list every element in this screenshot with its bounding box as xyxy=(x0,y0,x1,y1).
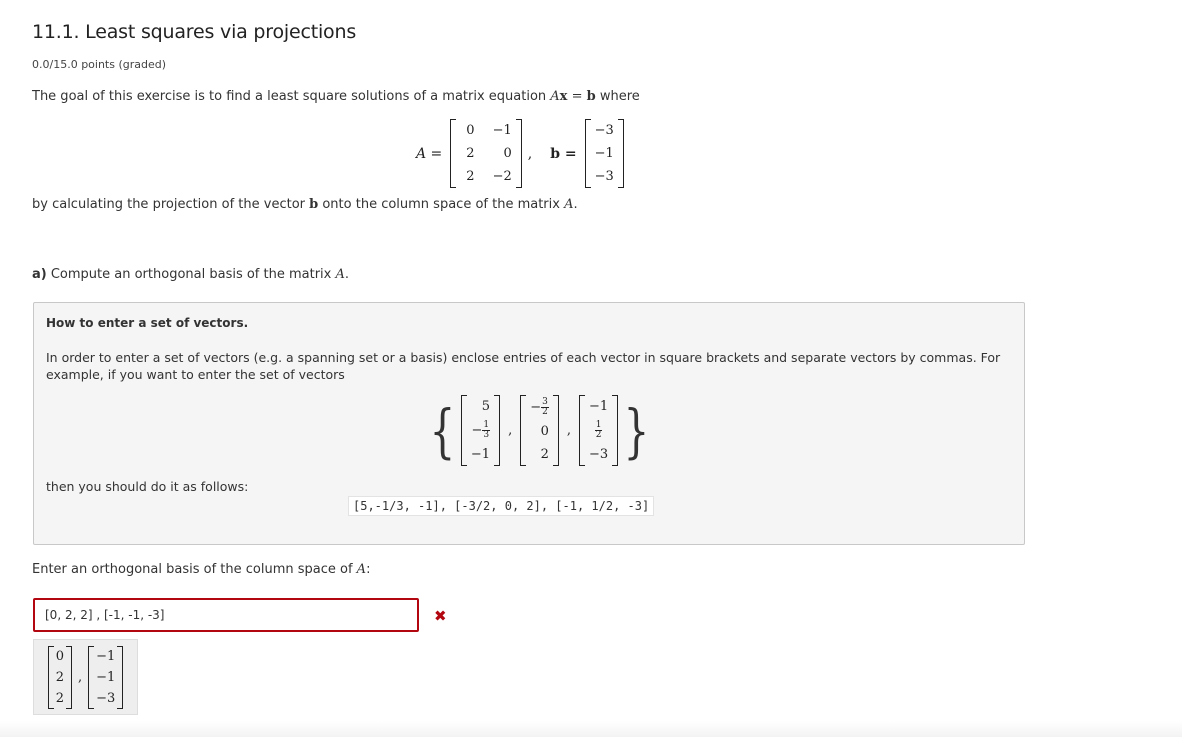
fraction xyxy=(541,398,549,417)
comma: , xyxy=(508,423,513,438)
part-a-text: . xyxy=(344,267,350,282)
vector-cell: −1 xyxy=(589,399,609,414)
vector-cell: −1 xyxy=(594,146,614,161)
vector-cell: 2 xyxy=(540,447,549,462)
fraction xyxy=(595,421,603,440)
vector-cell: 5 xyxy=(481,399,491,414)
example-vector-set xyxy=(424,395,655,466)
help-heading: How to enter a set of vectors. xyxy=(46,316,249,330)
minus-sign: − xyxy=(530,400,542,415)
math-A: A xyxy=(335,267,345,282)
math-A: A xyxy=(564,197,574,212)
vector-cell: −3 xyxy=(594,123,614,138)
matrix-A xyxy=(450,119,521,188)
vector-cell: −3 xyxy=(589,447,609,462)
intro-text-where: where xyxy=(595,89,640,104)
matrix-cell: −1 xyxy=(492,123,512,138)
vector-cell: −1 xyxy=(96,669,116,685)
vector-cell: 0 xyxy=(55,648,64,664)
matrix-A-label: A = xyxy=(416,145,443,162)
then-text: then you should do it as follows: xyxy=(46,479,249,494)
fraction-num: 1 xyxy=(595,420,602,430)
math-A: A xyxy=(550,89,560,104)
vector-b-label: b = xyxy=(550,145,577,162)
fraction-den: 2 xyxy=(542,407,548,417)
example-vector-3 xyxy=(579,395,618,466)
vector-b xyxy=(585,119,624,188)
fraction-num: 1 xyxy=(483,420,490,430)
answer-prompt-text: Enter an orthogonal basis of the column space of xyxy=(32,562,357,577)
fraction-num: 3 xyxy=(542,397,548,407)
footer-shadow xyxy=(0,721,1182,737)
intro-text: The goal of this exercise is to find a least square solutions of a matrix equation xyxy=(32,89,551,104)
vector-cell xyxy=(526,395,553,420)
matrix-cell: 0 xyxy=(503,146,512,161)
math-b: b xyxy=(586,89,596,104)
part-marker: a) xyxy=(32,267,47,282)
preview-vector-1 xyxy=(48,646,72,709)
comma: , xyxy=(77,669,83,685)
math-b: b xyxy=(309,197,319,212)
vector-cell: −1 xyxy=(96,648,116,664)
vector-cell: −3 xyxy=(96,690,116,706)
part-a-text: Compute an orthogonal basis of the matrix xyxy=(46,267,336,282)
intro-line-1 xyxy=(32,89,640,104)
vector-cell: −1 xyxy=(470,447,491,462)
left-brace: { xyxy=(429,396,456,465)
points-label: 0.0/15.0 points (graded) xyxy=(32,58,167,71)
fraction xyxy=(482,421,490,440)
answer-prompt-text: : xyxy=(366,562,371,577)
fraction-den: 3 xyxy=(483,430,490,440)
matrix-cell: 2 xyxy=(466,146,475,161)
incorrect-icon: ✖ xyxy=(434,607,447,625)
example-vector-1 xyxy=(461,395,500,466)
answer-input[interactable] xyxy=(33,598,419,632)
example-code: [5,-1/3, -1], [-3/2, 0, 2], [-1, 1/2, -3] xyxy=(348,496,654,516)
vector-cell xyxy=(467,418,494,443)
math-A: A xyxy=(356,562,367,577)
help-paragraph: In order to enter a set of vectors (e.g. a spanning set or a basis) enclose entries of each vector in square brackets and separate vectors by commas. For example, if you want to enter the set of vectors xyxy=(46,350,1001,382)
vector-cell: 2 xyxy=(55,669,64,685)
problem-title: 11.1. Least squares via projections xyxy=(32,21,357,43)
minus-sign: − xyxy=(471,423,483,438)
help-box xyxy=(33,302,1025,545)
intro-line-2 xyxy=(32,197,578,212)
matrix-cell: 2 xyxy=(466,169,475,184)
intro-text: by calculating the projection of the vector xyxy=(32,197,310,212)
vector-cell: 2 xyxy=(55,690,64,706)
fraction-den: 2 xyxy=(595,430,602,440)
vector-cell xyxy=(585,418,612,443)
comma: , xyxy=(566,423,571,438)
answer-prompt xyxy=(32,562,370,577)
vector-cell: 0 xyxy=(540,424,549,439)
comma: , xyxy=(527,145,533,162)
intro-text: . xyxy=(573,197,578,212)
right-brace: } xyxy=(623,396,650,465)
intro-text: onto the column space of the matrix xyxy=(318,197,565,212)
math-x: x xyxy=(559,89,568,104)
vector-cell: −3 xyxy=(594,169,614,184)
preview-vector-2 xyxy=(88,646,123,709)
matrix-cell: 0 xyxy=(466,123,475,138)
answer-preview xyxy=(33,639,138,715)
matrix-cell: −2 xyxy=(492,169,512,184)
matrix-A-equation xyxy=(416,119,624,188)
math-equals: = xyxy=(567,89,587,104)
example-vector-2 xyxy=(520,395,559,466)
part-a-prompt xyxy=(32,267,349,282)
